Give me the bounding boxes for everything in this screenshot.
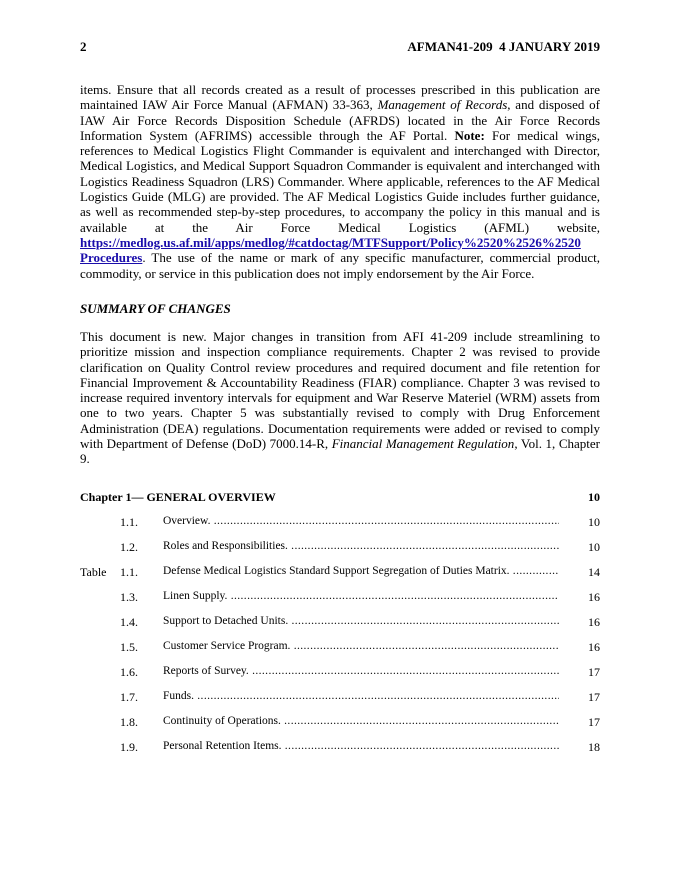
toc-entry-page: 17 <box>588 690 600 704</box>
toc-entry-page: 14 <box>588 565 600 579</box>
note-label: Note: <box>454 127 485 143</box>
toc-entry-number: 1.7. <box>120 690 138 704</box>
toc-chapter-page: 10 <box>588 490 600 504</box>
toc-entry-page: 17 <box>588 715 600 729</box>
toc-entry[interactable] <box>80 565 600 581</box>
toc-entry-number: 1.3. <box>120 590 138 604</box>
summary-heading: SUMMARY OF CHANGES <box>80 301 231 316</box>
toc-entry-title: Funds. ..... <box>163 690 559 706</box>
toc-entry-prefix: Table <box>80 565 107 579</box>
toc-entry-title: Customer Service Program. ..... <box>163 640 559 656</box>
toc-entry-page: 16 <box>588 590 600 604</box>
toc-entry[interactable] <box>80 740 600 756</box>
toc-entry-title: Continuity of Operations. ..... <box>163 715 559 731</box>
toc-entry-title: Support to Detached Units. ..... <box>163 615 559 631</box>
toc-entry[interactable] <box>80 690 600 706</box>
toc-entry[interactable] <box>80 540 600 556</box>
afml-website-link[interactable]: https://medlog.us.af.mil/apps/medlog/#catdoctag/MTFSupport/Policy%2520%2526%2520 Procedures <box>80 234 581 266</box>
toc-entry-page: 10 <box>588 540 600 554</box>
toc-entry-number: 1.5. <box>120 640 138 654</box>
intro-text-3: For medical wings, references to Medical Logistics Flight Commander is equivalent and interchanged with Director, Medical Logistics, and Medical Support Squadron Commander is equivalent and interchanged with Logistics Readiness Squadron (LRS) Commander. Where applicable, references to the AF Medical Logistics Guide (MLG) are provided. The AF Medical Logistics Guide includes further guidance, as well as recommended step-by-step procedures, to accompany the policy in this manual and is available at the Air Force Medical Logistics (AFML) website, <box>80 127 600 235</box>
toc-entry-title: Linen Supply. ..... <box>163 590 559 606</box>
summary-italic-title: Financial Management Regulation <box>331 436 515 452</box>
toc-entry[interactable] <box>80 590 600 606</box>
toc-entry-number: 1.4. <box>120 615 138 629</box>
toc-entry-page: 10 <box>588 515 600 529</box>
toc-entry[interactable] <box>80 640 600 656</box>
page-number: 2 <box>80 39 87 54</box>
summary-paragraph <box>80 329 600 467</box>
toc-entry-title: Reports of Survey. ..... <box>163 665 559 681</box>
toc-entry[interactable] <box>80 615 600 631</box>
intro-paragraph <box>80 82 600 281</box>
toc-entry-page: 16 <box>588 640 600 654</box>
toc-entry-number: 1.8. <box>120 715 138 729</box>
toc-entry-number: 1.1. <box>120 565 138 579</box>
intro-text-2: , and disposed of IAW Air Force Records Disposition Schedule (AFRDS) located in the Air Force Records Information System (AFRIMS) accessible through the AF Portal. <box>80 97 600 143</box>
toc-entry-page: 17 <box>588 665 600 679</box>
toc-entry-title: Defense Medical Logistics Standard Support Segregation of Duties Matrix. ..... <box>163 565 559 581</box>
document-id: AFMAN41-209 4 JANUARY 2019 <box>407 39 600 54</box>
toc-entry-title: Roles and Responsibilities. ..... <box>163 540 559 556</box>
toc-entry-number: 1.1. <box>120 515 138 529</box>
summary-text-2: , Vol. 1, Chapter 9. <box>80 436 600 467</box>
toc-chapter-row[interactable] <box>80 490 600 506</box>
toc-entry-page: 18 <box>588 740 600 754</box>
toc-entry[interactable] <box>80 665 600 681</box>
intro-text-4: . The use of the name or mark of any specific manufacturer, commercial product, commodity, or service in this publication does not imply endorsement by the Air Force. <box>80 250 600 281</box>
toc-entry-title: Overview. ..... <box>163 515 559 531</box>
intro-italic-title: Management of Records <box>377 97 508 113</box>
toc-entry[interactable] <box>80 715 600 731</box>
summary-text-1: This document is new. Major changes in transition from AFI 41-209 include streamlining to prioritize mission and inspection compliance requirements. Chapter 2 was revised to provide clarification on Quality Control review procedures and required document and file retention for Financial Improvement & Accountability Readiness (FIAR) compliance. Chapter 3 was revised to increase required inventory intervals for equipment and War Reserve Materiel (WRM) assets from one to two years. Chapter 5 was substantially revised to comply with Drug Enforcement Administration (DEA) regulations. Documentation requirements were added or revised to comply with Department of Defense (DoD) 7000.14-R, <box>80 329 600 452</box>
toc-chapter-title: Chapter 1— GENERAL OVERVIEW <box>80 490 276 504</box>
toc-entry-page: 16 <box>588 615 600 629</box>
page-header <box>80 39 600 57</box>
toc-entry-number: 1.9. <box>120 740 138 754</box>
toc-entry-number: 1.2. <box>120 540 138 554</box>
toc-entry[interactable] <box>80 515 600 531</box>
toc-entry-title: Personal Retention Items. ..... <box>163 740 559 756</box>
intro-text-1: items. Ensure that all records created as a result of processes prescribed in this publication are maintained IAW Air Force Manual (AFMAN) 33-363, <box>80 82 600 113</box>
toc-entry-number: 1.6. <box>120 665 138 679</box>
